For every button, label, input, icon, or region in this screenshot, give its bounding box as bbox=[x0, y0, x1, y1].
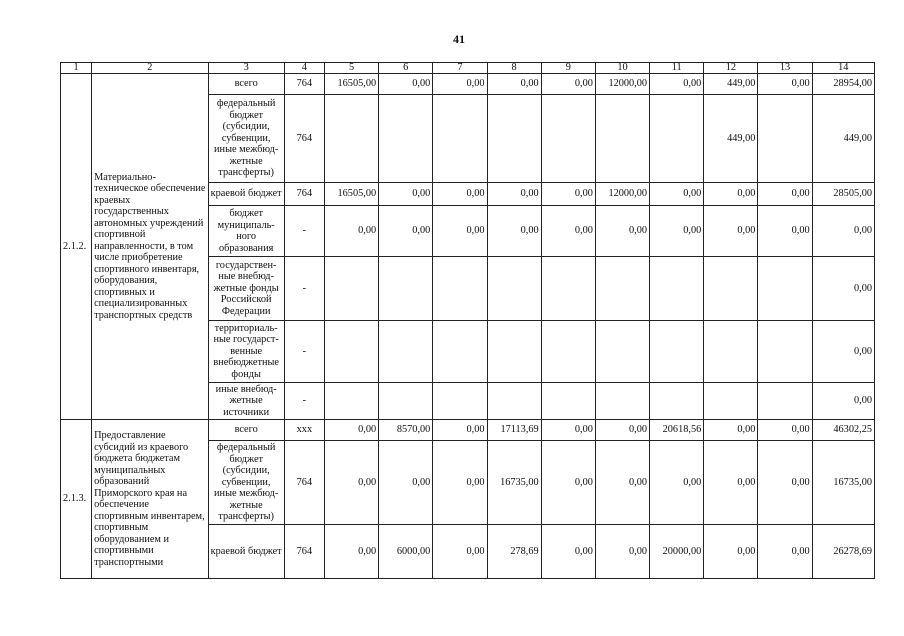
value-cell: 449,00 bbox=[704, 95, 758, 183]
value-cell bbox=[433, 383, 487, 420]
value-cell: 0,00 bbox=[595, 525, 649, 579]
value-cell: 8570,00 bbox=[379, 420, 433, 441]
value-cell: 0,00 bbox=[758, 525, 812, 579]
column-number-row bbox=[61, 63, 875, 74]
value-cell bbox=[379, 257, 433, 321]
column-number: 12 bbox=[704, 63, 758, 74]
value-cell: 0,00 bbox=[704, 525, 758, 579]
column-number: 10 bbox=[595, 63, 649, 74]
value-cell bbox=[324, 257, 378, 321]
value-cell: 0,00 bbox=[541, 441, 595, 525]
column-number: 14 bbox=[812, 63, 874, 74]
value-cell: 0,00 bbox=[379, 74, 433, 95]
grbs-code: 764 bbox=[284, 74, 324, 95]
value-cell: 0,00 bbox=[433, 525, 487, 579]
value-cell bbox=[758, 383, 812, 420]
value-cell: 449,00 bbox=[704, 74, 758, 95]
value-cell: 16505,00 bbox=[324, 74, 378, 95]
value-cell: 0,00 bbox=[541, 420, 595, 441]
value-cell bbox=[379, 383, 433, 420]
value-cell: 0,00 bbox=[487, 74, 541, 95]
value-cell bbox=[541, 95, 595, 183]
value-cell: 16735,00 bbox=[812, 441, 874, 525]
value-cell bbox=[704, 321, 758, 383]
value-cell: 0,00 bbox=[433, 183, 487, 206]
value-cell: 0,00 bbox=[758, 420, 812, 441]
table-row bbox=[61, 74, 875, 95]
item-code: 2.1.3. bbox=[61, 420, 92, 579]
funding-source: краевой бюджет bbox=[208, 183, 284, 206]
value-cell: 12000,00 bbox=[595, 183, 649, 206]
value-cell: 0,00 bbox=[812, 383, 874, 420]
value-cell bbox=[379, 321, 433, 383]
funding-source: иные внебюд-жетные источники bbox=[208, 383, 284, 420]
column-number: 2 bbox=[92, 63, 208, 74]
value-cell bbox=[758, 257, 812, 321]
value-cell: 0,00 bbox=[433, 74, 487, 95]
value-cell: 12000,00 bbox=[595, 74, 649, 95]
value-cell: 20618,56 bbox=[650, 420, 704, 441]
value-cell bbox=[650, 95, 704, 183]
value-cell bbox=[324, 321, 378, 383]
table-row bbox=[61, 420, 875, 441]
column-number: 4 bbox=[284, 63, 324, 74]
grbs-code: 764 bbox=[284, 183, 324, 206]
value-cell: 26278,69 bbox=[812, 525, 874, 579]
budget-table bbox=[60, 62, 875, 579]
value-cell bbox=[595, 321, 649, 383]
value-cell bbox=[595, 383, 649, 420]
value-cell bbox=[433, 95, 487, 183]
value-cell: 17113,69 bbox=[487, 420, 541, 441]
column-number: 7 bbox=[433, 63, 487, 74]
value-cell bbox=[704, 383, 758, 420]
value-cell bbox=[704, 257, 758, 321]
column-number: 9 bbox=[541, 63, 595, 74]
item-name: Предоставление субсидий из краевого бюджета бюджетам муниципальных образований Приморского края на обеспечение спортивным инвентарем, спортивным оборудованием и спортивными транспортными bbox=[92, 420, 208, 579]
column-number: 1 bbox=[61, 63, 92, 74]
funding-source: территориаль-ные государст-венные внебюджетные фонды bbox=[208, 321, 284, 383]
value-cell bbox=[541, 257, 595, 321]
item-code: 2.1.2. bbox=[61, 74, 92, 420]
value-cell: 0,00 bbox=[758, 441, 812, 525]
grbs-code: - bbox=[284, 383, 324, 420]
funding-source: бюджет муниципаль-ного образования bbox=[208, 206, 284, 257]
value-cell bbox=[324, 383, 378, 420]
column-number: 13 bbox=[758, 63, 812, 74]
value-cell: 0,00 bbox=[433, 441, 487, 525]
value-cell: 46302,25 bbox=[812, 420, 874, 441]
value-cell: 0,00 bbox=[704, 206, 758, 257]
column-number: 8 bbox=[487, 63, 541, 74]
funding-source: всего bbox=[208, 420, 284, 441]
value-cell: 0,00 bbox=[433, 420, 487, 441]
grbs-code: 764 bbox=[284, 95, 324, 183]
value-cell: 0,00 bbox=[595, 420, 649, 441]
value-cell: 6000,00 bbox=[379, 525, 433, 579]
value-cell bbox=[487, 257, 541, 321]
value-cell: 0,00 bbox=[487, 206, 541, 257]
value-cell: 0,00 bbox=[650, 74, 704, 95]
value-cell bbox=[433, 257, 487, 321]
value-cell: 16735,00 bbox=[487, 441, 541, 525]
value-cell bbox=[650, 321, 704, 383]
value-cell: 0,00 bbox=[704, 441, 758, 525]
grbs-code: 764 bbox=[284, 441, 324, 525]
value-cell: 0,00 bbox=[758, 74, 812, 95]
grbs-code: - bbox=[284, 257, 324, 321]
value-cell bbox=[487, 383, 541, 420]
funding-source: федеральный бюджет (субсидии, субвенции, иные межбюд-жетные трансферты) bbox=[208, 441, 284, 525]
value-cell bbox=[650, 257, 704, 321]
value-cell: 0,00 bbox=[541, 206, 595, 257]
funding-source: федеральный бюджет (субсидии, субвенции, иные межбюд-жетные трансферты) bbox=[208, 95, 284, 183]
value-cell: 0,00 bbox=[433, 206, 487, 257]
value-cell: 449,00 bbox=[812, 95, 874, 183]
funding-source: краевой бюджет bbox=[208, 525, 284, 579]
value-cell: 0,00 bbox=[324, 206, 378, 257]
value-cell: 0,00 bbox=[758, 206, 812, 257]
value-cell: 0,00 bbox=[650, 441, 704, 525]
value-cell bbox=[541, 383, 595, 420]
column-number: 5 bbox=[324, 63, 378, 74]
value-cell: 0,00 bbox=[704, 420, 758, 441]
value-cell bbox=[487, 321, 541, 383]
value-cell: 20000,00 bbox=[650, 525, 704, 579]
value-cell: 0,00 bbox=[704, 183, 758, 206]
value-cell: 0,00 bbox=[650, 206, 704, 257]
grbs-code: 764 bbox=[284, 525, 324, 579]
value-cell bbox=[541, 321, 595, 383]
value-cell: 0,00 bbox=[379, 441, 433, 525]
value-cell: 0,00 bbox=[595, 441, 649, 525]
value-cell bbox=[595, 257, 649, 321]
funding-source: государствен-ные внебюд-жетные фонды Российской Федерации bbox=[208, 257, 284, 321]
value-cell: 0,00 bbox=[758, 183, 812, 206]
value-cell: 0,00 bbox=[487, 183, 541, 206]
value-cell: 0,00 bbox=[324, 420, 378, 441]
value-cell bbox=[433, 321, 487, 383]
value-cell: 0,00 bbox=[595, 206, 649, 257]
value-cell: 0,00 bbox=[541, 183, 595, 206]
value-cell: 28954,00 bbox=[812, 74, 874, 95]
grbs-code: ххх bbox=[284, 420, 324, 441]
value-cell: 0,00 bbox=[324, 441, 378, 525]
value-cell: 0,00 bbox=[541, 74, 595, 95]
value-cell: 0,00 bbox=[541, 525, 595, 579]
value-cell bbox=[758, 321, 812, 383]
column-number: 11 bbox=[650, 63, 704, 74]
value-cell: 0,00 bbox=[812, 257, 874, 321]
funding-source: всего bbox=[208, 74, 284, 95]
value-cell: 0,00 bbox=[812, 321, 874, 383]
column-number: 3 bbox=[208, 63, 284, 74]
item-name: Материально-техническое обеспечение краевых государственных автономных учреждений спортивной направленности, в том числе приобретение спортивного инвентаря, оборудования, спортивных и специализированных транспортных средств bbox=[92, 74, 208, 420]
value-cell bbox=[595, 95, 649, 183]
value-cell: 16505,00 bbox=[324, 183, 378, 206]
value-cell bbox=[487, 95, 541, 183]
column-number: 6 bbox=[379, 63, 433, 74]
value-cell: 278,69 bbox=[487, 525, 541, 579]
value-cell bbox=[650, 383, 704, 420]
value-cell bbox=[758, 95, 812, 183]
value-cell: 0,00 bbox=[379, 183, 433, 206]
value-cell: 0,00 bbox=[650, 183, 704, 206]
value-cell bbox=[379, 95, 433, 183]
value-cell bbox=[324, 95, 378, 183]
value-cell: 0,00 bbox=[324, 525, 378, 579]
value-cell: 0,00 bbox=[379, 206, 433, 257]
value-cell: 0,00 bbox=[812, 206, 874, 257]
grbs-code: - bbox=[284, 321, 324, 383]
value-cell: 28505,00 bbox=[812, 183, 874, 206]
page-number: 41 bbox=[453, 32, 465, 46]
grbs-code: - bbox=[284, 206, 324, 257]
